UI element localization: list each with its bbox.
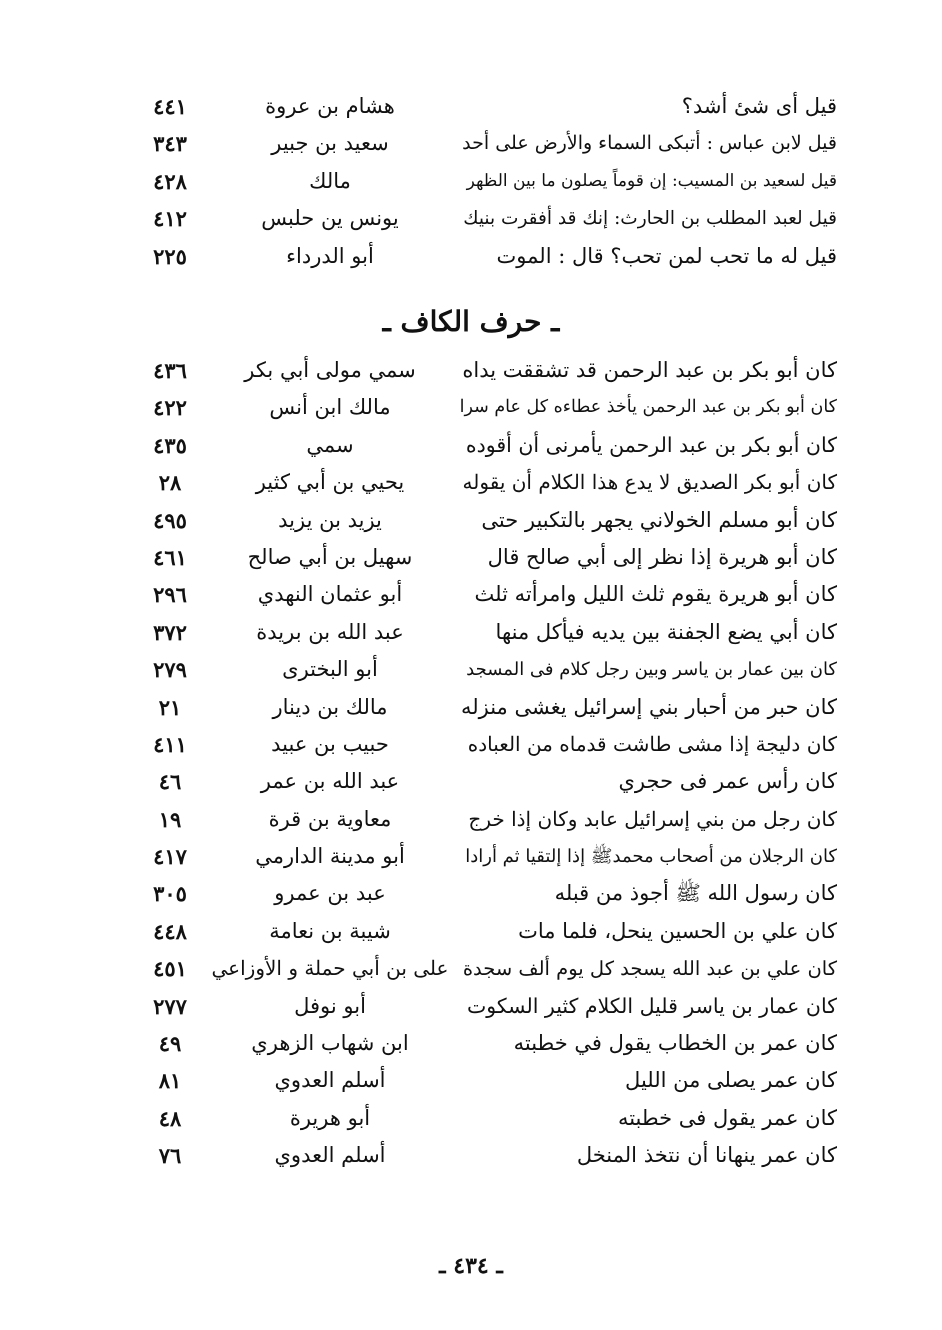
index-narrator: سمي: [306, 432, 354, 457]
index-phrase: قيل أى شئ أشد؟: [681, 94, 837, 118]
index-phrase: قيل لسعيد بن المسيب: إن قوماً يصلون ما بين الظهر: [466, 170, 837, 191]
index-narrator: سهيل بن أبي صالح: [247, 544, 413, 569]
index-phrase: كان بين عمار بن ياسر وبين رجل كلام فى المسجد: [466, 659, 837, 681]
index-narrator: سعيد بن جبير: [271, 131, 389, 156]
section-heading: ـ حرف الكاف ـ: [382, 305, 560, 338]
index-narrator: مالك ابن أنس: [269, 395, 391, 420]
index-phrase: قيل له ما تحب لمن تحب؟ قال : الموت: [496, 243, 837, 268]
index-narrator: أبو نوفل: [294, 993, 366, 1018]
index-page-ref: ٤١١: [153, 731, 187, 757]
page-number: ـ ٤٣٤ ـ: [439, 1253, 503, 1279]
index-page-ref: ٢٧٧: [153, 993, 187, 1019]
index-narrator: أبو البخترى: [282, 657, 378, 682]
index-page-ref: ٣٧٢: [153, 619, 187, 645]
index-page-ref: ٣٤٣: [153, 131, 187, 157]
index-row: [0, 352, 942, 389]
index-phrase: كان دليجة إذا مشى طاشت قدماه من العباده: [467, 731, 837, 756]
index-narrator: عبد الله بن بريدة: [256, 619, 404, 644]
index-narrator: عبد بن عمرو: [274, 881, 386, 906]
index-page-ref: ٤٩٥: [153, 507, 187, 533]
index-page-ref: ٢٢٥: [153, 243, 187, 269]
index-page-ref: ٤٥١: [153, 956, 187, 982]
index-page-ref: ٨١: [158, 1068, 182, 1094]
index-narrator: أبو الدرداء: [286, 243, 374, 268]
index-phrase: قيل لعبد المطلب بن الحارث: إنك قد أفقرت بنيك: [463, 208, 837, 230]
index-narrator: يزيد بن يزيد: [278, 507, 382, 532]
index-row: [0, 88, 942, 125]
index-phrase: كان أبو مسلم الخولاني يجهر بالتكبير حتى: [481, 507, 837, 532]
index-narrator: يحيي بن أبي كثير: [255, 470, 405, 495]
index-phrase: قيل لابن عباس : أتبكى السماء والأرض على أحد: [462, 132, 837, 155]
index-phrase: كان أبو بكر بن عبد الرحمن يأخذ عطاءه كل عام سرا: [459, 397, 837, 418]
index-row: [0, 200, 942, 237]
index-row: [0, 502, 942, 539]
index-row: [0, 427, 942, 464]
index-phrase: كان عمر يقول فى خطبته: [617, 1105, 837, 1130]
index-phrase: كان عمر ينهانا أن نتخذ المنخل: [576, 1143, 837, 1168]
index-row: [0, 614, 942, 651]
index-row: [0, 576, 942, 613]
index-page-ref: ٤٦١: [153, 544, 187, 570]
index-phrase: كان علي بن عبد الله يسجد كل يوم ألف سجدة: [462, 957, 837, 981]
index-narrator: يونس ين حلبس: [261, 206, 399, 231]
index-narrator: ابن شهاب الزهري: [251, 1031, 409, 1056]
index-page-ref: ٤٢٢: [153, 395, 187, 421]
index-phrase: كان رسول الله ﷺ أجوذ من قبله: [554, 881, 837, 906]
index-page-ref: ٤٤١: [153, 94, 187, 119]
index-row: [0, 838, 942, 875]
index-row: [0, 464, 942, 501]
index-page-ref: ٤٣٦: [153, 358, 187, 383]
index-row: [0, 539, 942, 576]
index-narrator: سمي مولى أبي بكر: [244, 358, 416, 382]
index-phrase: كان عمر بن الخطاب يقول في خطبته: [513, 1031, 837, 1056]
index-row: [0, 651, 942, 688]
index-page-ref: ٧٦: [158, 1143, 182, 1169]
index-page-ref: ٤٨: [158, 1105, 182, 1131]
index-phrase: كان أبو بكر الصديق لا يدع هذا الكلام أن يقوله: [462, 470, 837, 495]
index-phrase: كان حبر من أحبار بني إسرائيل يغشى منزله: [460, 694, 837, 719]
index-row: [0, 163, 942, 200]
kaf-entries-list: [0, 352, 942, 1175]
index-row: [0, 389, 942, 426]
index-phrase: كان الرجلان من أصحاب محمدﷺ إذا إلتقيا ثم أرادا: [465, 846, 837, 868]
index-row: [0, 1025, 942, 1062]
index-page-ref: ١٩: [158, 806, 182, 832]
index-row: [0, 125, 942, 162]
index-narrator: أبو مدينة الدارمي: [255, 844, 405, 869]
index-narrator: مالك بن دينار: [272, 694, 388, 719]
index-page-ref: ٤٤٨: [153, 918, 187, 944]
index-page-ref: ٤١٧: [153, 844, 187, 870]
index-row: [0, 913, 942, 950]
index-page-ref: ٢١: [158, 694, 182, 720]
index-narrator: معاوية بن قرة: [268, 806, 392, 831]
index-row: [0, 801, 942, 838]
index-row: [0, 763, 942, 800]
index-page-ref: ٢٨: [158, 470, 182, 496]
index-page-ref: ٤٢٨: [153, 168, 187, 194]
index-phrase: كان أبو بكر بن عبد الرحمن قد تشققت يداه: [462, 358, 837, 382]
index-phrase: كان رأس عمر فى حجري: [618, 769, 837, 794]
index-row: [0, 726, 942, 763]
index-page-ref: ٤٩: [158, 1031, 182, 1057]
index-phrase: كان عمر يصلى من الليل: [625, 1068, 837, 1093]
index-page-ref: ٢٩٦: [153, 582, 187, 608]
index-narrator: عبد الله بن عمر: [260, 769, 400, 794]
index-narrator: حبيب بن عبيد: [271, 731, 389, 756]
index-phrase: كان أبو بكر بن عبد الرحمن يأمرنى أن أقوده: [465, 432, 837, 457]
index-page-ref: ٤٣٥: [153, 432, 187, 458]
index-phrase: كان أبي يضع الجفنة بين يديه فيأكل منها: [495, 619, 837, 644]
index-page-ref: ٢٧٩: [153, 657, 187, 683]
index-row: [0, 1062, 942, 1099]
index-row: [0, 875, 942, 912]
index-row: [0, 1100, 942, 1137]
index-page-ref: ٤٦: [158, 769, 182, 795]
index-narrator: أسلم العدوي: [274, 1068, 386, 1093]
index-row: [0, 988, 942, 1025]
index-narrator: شيبة بن نعامة: [269, 918, 391, 943]
top-entries-list: [0, 88, 942, 275]
index-phrase: كان علي بن الحسين ينحل، فلما مات: [518, 918, 837, 943]
index-phrase: كان عمار بن ياسر قليل الكلام كثير السكوت: [466, 993, 837, 1018]
index-narrator: مالك: [309, 168, 351, 193]
index-row: [0, 689, 942, 726]
index-narrator: أسلم العدوي: [274, 1143, 386, 1168]
index-row: [0, 238, 942, 275]
index-phrase: كان رجل من بني إسرائيل عابد وكان إذا خرج: [468, 806, 837, 831]
index-page-ref: ٤١٢: [153, 206, 187, 232]
index-phrase: كان أبو هريرة يقوم ثلث الليل وامرأته ثلث: [474, 582, 837, 607]
index-narrator: هشام بن عروة: [265, 94, 395, 118]
index-narrator: أبو هريرة: [289, 1105, 371, 1130]
index-page-ref: ٣٠٥: [153, 881, 187, 907]
index-row: [0, 950, 942, 987]
index-narrator: على بن أبي حملة و الأوزاعي: [211, 956, 449, 981]
index-phrase: كان أبو هريرة إذا نظر إلى أبي صالح قال: [487, 544, 837, 569]
index-narrator: أبو عثمان النهدي: [257, 582, 403, 607]
index-row: [0, 1137, 942, 1174]
